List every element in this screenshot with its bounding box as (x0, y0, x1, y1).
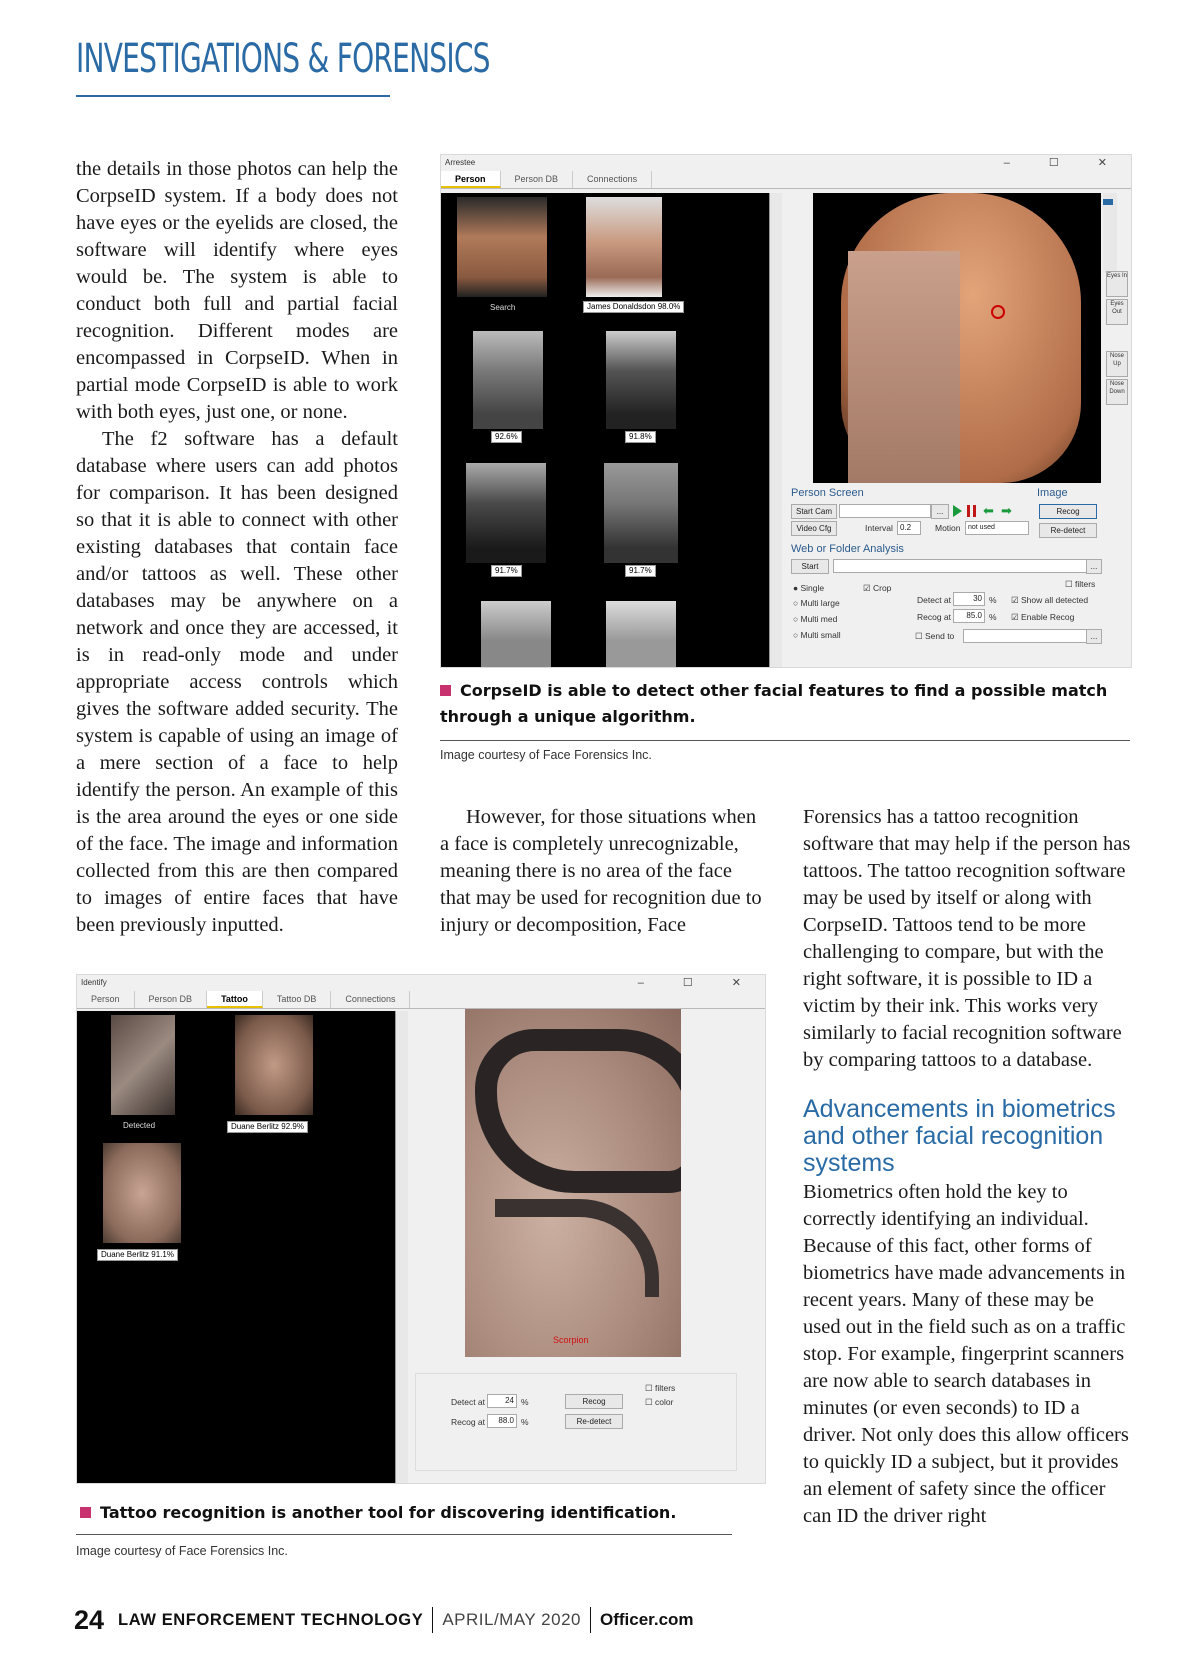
page-number: 24 (74, 1604, 105, 1635)
tattoo-app-window (76, 974, 766, 1484)
face-thumb-2 (473, 331, 543, 429)
mode-multi-small-radio[interactable]: ○ Multi small (793, 630, 841, 640)
face-label-2: 92.6% (491, 431, 522, 443)
send-to-browse-button[interactable]: ... (1086, 629, 1102, 644)
right-paragraph-1: Forensics has a tattoo recognition software that may help if the person has tattoos. The tattoo recognition software may be used by itself or along with CorpseID. Tattoos tend to be more challenging to compare, but with the right software, it is possible to ID a victim by their ink. This works very similarly to facial recognition software by comparing tattoos to a database. (803, 806, 1131, 1071)
image-group-title: Image (1037, 487, 1068, 499)
face-label-4: 91.7% (491, 565, 522, 577)
face-label-1: James Donaldsdon 98.0% (583, 301, 684, 313)
face-results-pane[interactable] (441, 193, 781, 667)
enable-recog-checkbox[interactable]: ☑ Enable Recog (1011, 612, 1075, 622)
tab-tattoo[interactable]: Tattoo (207, 991, 263, 1008)
tab-person[interactable]: Person (441, 171, 501, 188)
face-main-image (813, 193, 1101, 483)
redetect-button[interactable]: Re-detect (1039, 523, 1097, 538)
left-column (76, 156, 398, 939)
face-app-title: Arrestee (445, 158, 476, 167)
face-label-5: 91.7% (625, 565, 656, 577)
folder-path-field[interactable] (833, 559, 1087, 573)
tattoo-ink-shape-2 (495, 1199, 659, 1297)
interval-label: Interval (865, 523, 893, 533)
caption-1 (440, 678, 1130, 730)
face-app-titlebar (441, 155, 1131, 171)
detect-percent: % (521, 1397, 529, 1407)
left-paragraph-1: the details in those photos can help the CorpseID system. If a body does not have eyes or the eyelids are closed, the software will identify where eyes would be. The system is able to conduct both full and partial facial recognition. Different modes are encompassed in CorpseID. When in partial mode CorpseID is able to work with both eyes, just one, or none. (76, 158, 398, 423)
send-to-checkbox[interactable]: ☐ Send to (915, 631, 955, 641)
footer-divider (590, 1607, 591, 1633)
video-cfg-button[interactable]: Video Cfg (791, 521, 837, 536)
eyes-out-button[interactable]: Eyes Out (1106, 299, 1128, 325)
show-all-checkbox[interactable]: ☑ Show all detected (1011, 595, 1089, 605)
face-app-tabs (441, 171, 1131, 189)
face-thumb-5 (604, 463, 678, 563)
target-marker-icon (991, 305, 1005, 319)
tattoo-app-titlebar (77, 975, 765, 991)
face-app-window (440, 154, 1132, 668)
recog-button[interactable]: Recog (565, 1394, 623, 1409)
motion-select[interactable]: not used (965, 521, 1029, 535)
tattoo-thumb-detected (111, 1015, 175, 1115)
tattoo-main-image (465, 1009, 681, 1357)
publication-name: LAW ENFORCEMENT TECHNOLOGY (118, 1610, 424, 1629)
caption-marker (80, 1507, 91, 1518)
tab-person-db[interactable]: Person DB (501, 171, 574, 188)
tattoo-detection-label: Scorpion (553, 1335, 589, 1345)
folder-start-button[interactable]: Start (791, 559, 829, 574)
face-label-search: Search (490, 303, 516, 312)
face-thumb-1 (586, 197, 662, 297)
tab-connections[interactable]: Connections (573, 171, 652, 188)
tab-tattoo-db[interactable]: Tattoo DB (263, 991, 332, 1008)
tattoo-label-detected: Detected (123, 1121, 156, 1130)
tattoo-ink-shape (475, 1029, 681, 1193)
middle-column (440, 804, 766, 939)
caption-marker (440, 685, 451, 696)
pause-icon[interactable] (967, 505, 977, 517)
tab-person-db[interactable]: Person DB (135, 991, 208, 1008)
detect-percent: % (989, 595, 997, 605)
person-screen-title: Person Screen (791, 487, 864, 499)
left-paragraph-2: The f2 software has a default database where users can add photos for comparison. It has been designed so that it is able to connect with other existing databases that contain face and/or tattoos as well. These other databases may be anywhere on a network and once they are accessed, it is in read-only mode and under appropriate access controls which gives the software added security. The system is capable of using an image of a mere section of a face to help identify the person. An example of this is the area around the eyes or one side of the face. The image and information collected from this are then compared to images of entire faces that have been previously inputted. (76, 428, 398, 936)
face-thumb-6 (481, 601, 551, 667)
detect-at-label: Detect at (451, 1397, 486, 1407)
site-link[interactable]: Officer.com (599, 1610, 694, 1629)
caption-2-credit: Image courtesy of Face Forensics Inc. (76, 1544, 288, 1558)
motion-label: Motion (935, 523, 961, 533)
face-label-3: 91.8% (625, 431, 656, 443)
recog-percent: % (989, 612, 997, 622)
window-controls[interactable]: – ☐ ✕ (1003, 157, 1125, 169)
recog-at-label: Recog at (917, 612, 952, 622)
recog-at-label: Recog at (451, 1417, 486, 1427)
page-footer (74, 1604, 694, 1636)
caption-1-text: CorpseID is able to detect other facial features to find a possible match through a unique algorithm. (440, 681, 1108, 726)
camera-source-field[interactable] (839, 504, 931, 518)
caption-1-credit: Image courtesy of Face Forensics Inc. (440, 748, 652, 762)
caption-2-text: Tattoo recognition is another tool for discovering identification. (100, 1503, 677, 1522)
caption-2-rule (76, 1534, 732, 1535)
crop-checkbox[interactable]: ☑ Crop (863, 583, 892, 593)
recog-button[interactable]: Recog (1039, 504, 1097, 519)
subhead-biometrics: Advancements in biometrics and other facial recognition systems (803, 1095, 1116, 1177)
play-icon[interactable] (953, 505, 962, 517)
mode-multi-med-radio[interactable]: ○ Multi med (793, 614, 838, 624)
tattoo-results-pane[interactable] (77, 1011, 407, 1483)
issue-date: APRIL/MAY 2020 (442, 1610, 581, 1629)
folder-browse-button[interactable]: ... (1086, 559, 1102, 574)
recog-at-field[interactable]: 85.0 (953, 609, 985, 623)
results-scrollbar[interactable] (769, 193, 782, 667)
results-scrollbar[interactable] (395, 1011, 408, 1483)
tattoo-thumb-2 (103, 1143, 181, 1243)
mode-single-radio[interactable]: ● Single (793, 583, 825, 593)
detect-at-field[interactable]: 30 (953, 592, 985, 606)
face-thumb-4 (466, 463, 546, 563)
tattoo-label-1: Duane Berlitz 92.9% (227, 1121, 308, 1133)
send-to-field[interactable] (963, 629, 1089, 643)
interval-field[interactable]: 0.2 (897, 521, 921, 535)
detect-at-label: Detect at (917, 595, 952, 605)
prev-arrow-icon[interactable]: ⬅ (983, 503, 994, 518)
main-image-slider[interactable] (1103, 193, 1117, 273)
tattoo-thumb-1 (235, 1015, 313, 1115)
next-arrow-icon[interactable]: ➡ (1001, 503, 1012, 518)
eyes-in-button[interactable]: Eyes In (1106, 271, 1128, 297)
color-checkbox[interactable]: ☐ color (645, 1397, 674, 1407)
footer-divider (432, 1607, 433, 1633)
right-paragraph-2: Biometrics often hold the key to correctly identifying an individual. Because of this fact, other forms of biometrics have made advancements in recent years. Many of these may be used out in the field such as on a traffic stop. For example, fingerprint scanners are now able to search databases in minutes (or even seconds) to ID a driver. Not only does this allow officers to quickly ID a subject, but it provides an element of safety since the officer can ID the driver right (803, 1181, 1129, 1527)
section-title-rule (76, 95, 390, 97)
mode-multi-large-radio[interactable]: ○ Multi large (793, 598, 840, 608)
filters-checkbox[interactable]: ☐ filters (1065, 579, 1096, 589)
recog-at-field[interactable]: 88.0 (487, 1414, 517, 1428)
tattoo-app-title: Identify (81, 978, 107, 987)
section-title: INVESTIGATIONS & FORENSICS (76, 36, 490, 82)
tab-connections[interactable]: Connections (331, 991, 410, 1008)
web-folder-title: Web or Folder Analysis (791, 543, 904, 555)
face-thumb-3 (606, 331, 676, 429)
recog-percent: % (521, 1417, 529, 1427)
face-overlay-half (848, 251, 960, 483)
window-controls[interactable]: – ☐ ✕ (637, 977, 759, 989)
camera-browse-button[interactable]: ... (931, 504, 949, 519)
face-thumb-search (457, 197, 547, 297)
start-cam-button[interactable]: Start Cam (791, 504, 837, 519)
caption-2 (80, 1500, 740, 1526)
nose-down-button[interactable]: Nose Down (1106, 379, 1128, 405)
tattoo-app-tabs (77, 991, 765, 1009)
filters-checkbox[interactable]: ☐ filters (645, 1383, 676, 1393)
detect-at-field[interactable]: 24 (487, 1394, 517, 1408)
caption-1-rule (440, 740, 1130, 741)
redetect-button[interactable]: Re-detect (565, 1414, 623, 1429)
right-column (803, 804, 1131, 1530)
tab-person[interactable]: Person (77, 991, 135, 1008)
middle-paragraph-1: However, for those situations when a face is completely unrecognizable, meaning there is no area of the face that may be used for recognition due to injury or decomposition, Face (440, 806, 762, 936)
face-thumb-7 (606, 601, 676, 667)
nose-up-button[interactable]: Nose Up (1106, 351, 1128, 377)
tattoo-label-2: Duane Berlitz 91.1% (97, 1249, 178, 1261)
